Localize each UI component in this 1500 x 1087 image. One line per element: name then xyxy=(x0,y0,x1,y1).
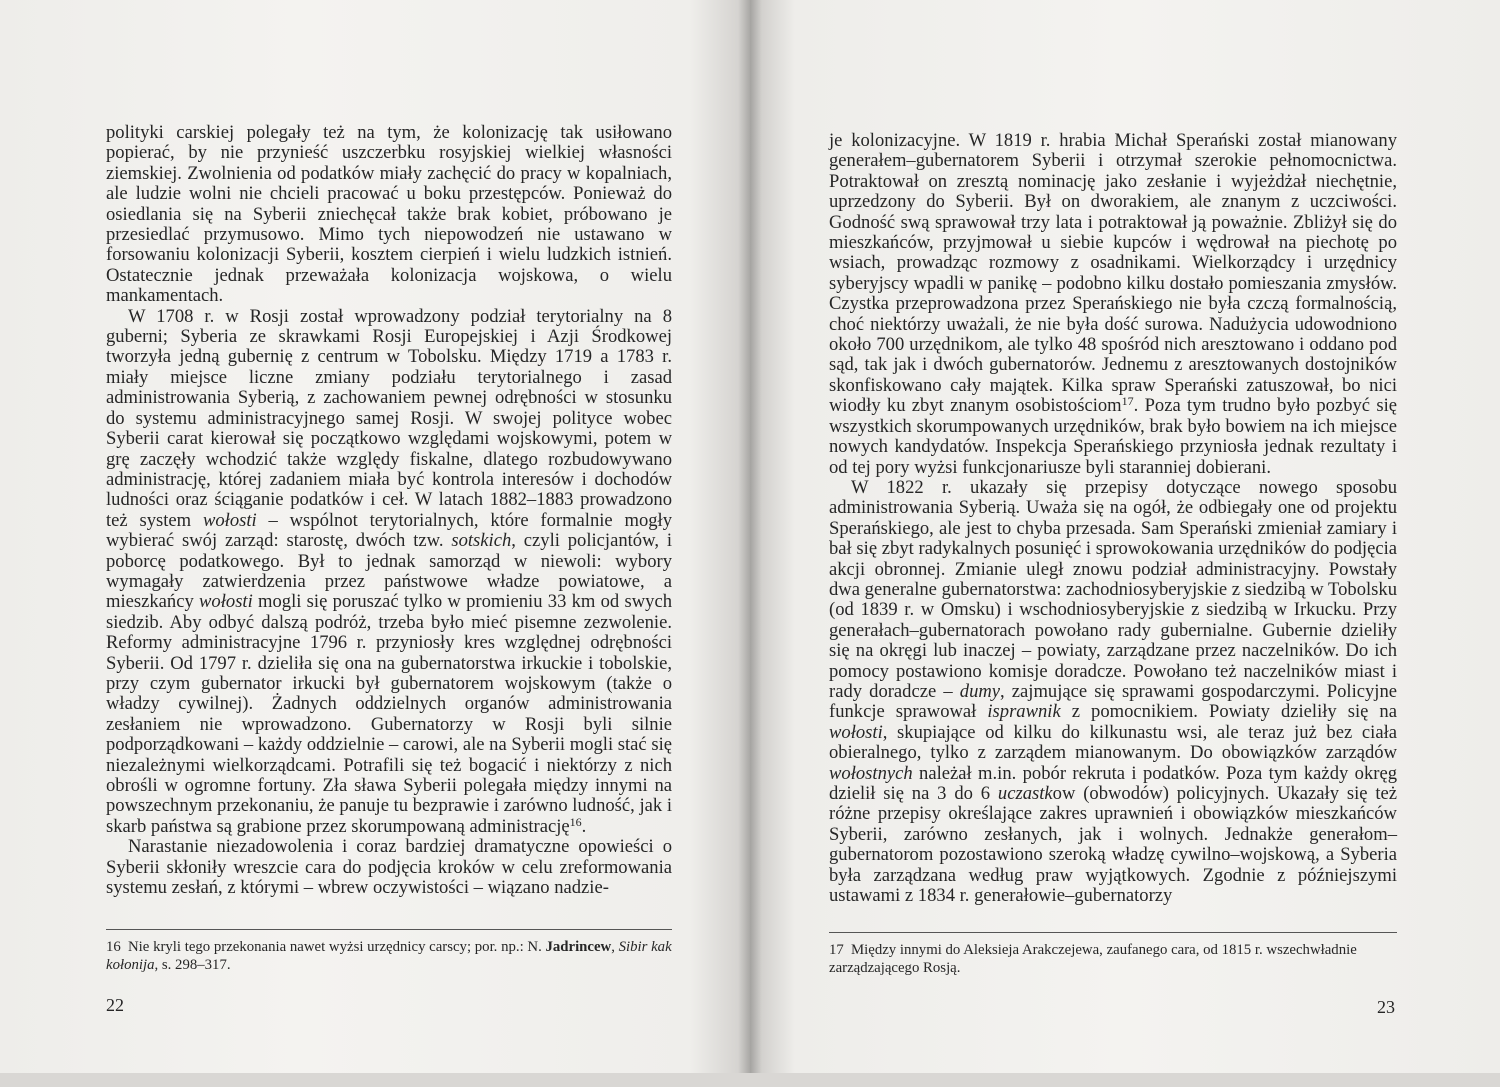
paragraph xyxy=(829,478,1397,907)
text-run: . Poza tym trudno było pozbyć się wszystkich skorumpowanych urzędników, brak było bowiem na ich miejsce nowych kandydatów. Inspekcja Sperańskiego przyniosła jednak rezultaty i od tej pory wyżsi funkcjonariusze byli staranniej dobierani. xyxy=(829,395,1397,478)
left-body-text xyxy=(106,123,672,898)
footnote-reference: 16 xyxy=(569,814,582,829)
text-run: , s. 298–317. xyxy=(154,956,231,973)
paragraph xyxy=(829,131,1397,478)
italic-term: dumy xyxy=(959,680,1001,702)
text-run: , czyli policjantów, i poborcę podatkowego. Był to jednak samorząd w niewoli: wybory wymagały zatwierdzenia przez państwowe władze powiatowe, a mieszkańcy xyxy=(106,530,672,613)
text-run: polityki carskiej polegały też na tym, że kolonizację tak usiłowano popierać, by nie przynieść uszczerbku rosyjskiej wielkiej własności ziemskiej. Zwolnienia od podatków miały zachęcić do pracy w kopalniach, ale ludzie wolni nie chcieli pracować u boku przestępców. Ponieważ do osiedlania się na Syberii zniechęcał także brak kobiet, próbowano je przesiedlać przymusowo. Mimo tych niepowodzeń nie ustawano w forsowaniu kolonizacji Syberii, kosztem cierpień i wielu ludzkich istnień. Ostatecznie jednak przeważała kolonizacja wojskowa, o wielu mankamentach. xyxy=(106,122,672,307)
footnote-reference: 17 xyxy=(1121,394,1134,409)
paragraph xyxy=(106,307,672,838)
italic-term: uczastk xyxy=(997,783,1053,804)
italic-term: sotskich xyxy=(451,530,512,552)
text-run: Narastanie niezadowolenia i coraz bardziej dramatyczne opowieści o Syberii skłoniły wreszcie cara do podjęcia kroków w celu zreformowania systemu zesłań, z którymi – wbrew oczywistości – wiązano nadzie- xyxy=(106,836,672,899)
footnote-16 xyxy=(106,939,676,974)
italic-term: wołostnych xyxy=(829,762,913,784)
italic-term: wołosti xyxy=(199,591,253,613)
text-run: , skupiające od kilku do kilkunastu wsi, ale teraz już bez ciała obieralnego, tylko z zarządem mianowanym. Do obowiązków zarządów xyxy=(829,721,1397,764)
footnote-17 xyxy=(829,942,1401,977)
right-page xyxy=(750,0,1500,1087)
right-body-text xyxy=(829,131,1397,906)
footnote-number: 17 xyxy=(829,942,844,958)
footnote-text xyxy=(106,939,672,973)
paragraph xyxy=(106,123,672,307)
text-run: ow (obwodów) policyjnych. Ukazały się też różne przepisy określające zakres uprawnień i obowiązków mieszkańców Syberii, zarówno zesłanych, jak i wolnych. Jednakże generałom–gubernatorom pozostawiono szeroką władzę cywilno–wojskową, a Syberia była zarządzana według praw wyjątkowych. Zgodnie z późniejszymi ustawami z 1834 r. generałowie–gubernatorzy xyxy=(829,783,1398,907)
bottom-edge xyxy=(0,1073,1500,1087)
text-run: , xyxy=(611,939,619,955)
footnote-number: 16 xyxy=(106,939,121,955)
page-number-left: 22 xyxy=(106,995,124,1015)
text-run: – wspólnot terytorialnych, które formalnie mogły wybierać swój zarząd: starostę, dwóch tzw. xyxy=(106,509,672,552)
text-run: z pomocnikiem. Powiaty dzieliły się na xyxy=(1060,701,1397,723)
text-run: Nie kryli tego przekonania nawet wyżsi urzędnicy carscy; por. np.: N. xyxy=(128,939,546,955)
paragraph xyxy=(106,837,672,898)
italic-term: Sibir kak kołonija xyxy=(106,939,672,973)
left-footnote-rule xyxy=(106,929,672,930)
italic-term: isprawnik xyxy=(987,701,1061,723)
page-number-right: 23 xyxy=(1377,997,1395,1017)
text-run: W 1822 r. ukazały się przepisy dotyczące nowego sposobu administrowania Syberią. Uważa się na ogół, że odbiegały one od projektu Sperańskiego, ale jest to chyba przesada. Sam Sperański zmieniał zamiary i bał się zbyt radykalnych posunięć i sprowokowania urzędników do podjęcia akcji obronnej. Zmianie uległ znowu podział administracyjny. Powstały dwa generalne gubernatorstwa: zachodniosyberyjskie z siedzibą w Tobolsku (od 1839 r. w Omsku) i wschodniosyberyjskie z siedzibą w Irkucku. Przy generałach–gubernatorach powołano rady gubernialne. Gubernie dzieliły się na okręgi lub inaczej – powiaty, zarządzane przez naczelników. Do ich pomocy postawiono komisje doradcze. Powołano też naczelników miast i rady doradcze – xyxy=(829,476,1397,702)
right-footnote-rule xyxy=(829,932,1397,933)
text-run: je kolonizacyjne. W 1819 r. hrabia Michał Sperański został mianowany generałem–gubernatorem Syberii i otrzymał szerokie pełnomocnictwa. Potraktował on zresztą nominację jako zesłanie i wyjeżdżał niechętnie, uprzedzony do Syberii. Był on dworakiem, ale znanym z uczciwości. Godność swą sprawował trzy lata i potraktował ją poważnie. Zbliżył się do mieszkańców, przyjmował u siebie kupców i wędrował na piechotę po wsiach, prowadząc rozmowy z osadnikami. Wielkorządcy i urzędnicy syberyjscy wpadli w panikę – podobno kilku dostało pomieszania zmysłów. Czystka przeprowadzona przez Sperańskiego nie była czczą formalnością, choć niektórzy uważali, że nie była dość surowa. Nadużycia udowodniono około 700 urzędnikom, ale tylko 48 spośród nich aresztowano i oddano pod sąd, tak jak i dwóch gubernatorów. Jednemu z aresztowanych dostojników skonfiskowano cały majątek. Kilka spraw Sperański zatuszował, bo nici wiodły ku zbyt znanym osobistościom xyxy=(829,130,1397,417)
text-run: , zajmujące się sprawami gospodarczymi. Policyjne funkcje sprawował xyxy=(829,680,1398,723)
text-run: . xyxy=(581,815,587,837)
italic-term: wołosti xyxy=(829,721,883,743)
text-run: mogli się poruszać tylko w promieniu 33 km od swych siedzib. Aby odbyć dalszą podróż, trzeba było mieć pisemne zezwolenie. Reformy administracyjne 1796 r. przyniosły kres względnej odrębności Syberii. Od 1797 r. dzieliła się ona na gubernatorstwa irkuckie i tobolskie, przy czym gubernator irkucki był gubernatorem wojskowym (także o władzy cywilnej). Żadnych oddzielnych organów administrowania zesłaniem nie wprowadzono. Gubernatorzy w Rosji byli silnie podporządkowani – każdy oddzielnie – carowi, ale na Syberii mogli stać się niezależnymi wielkorządcami. Potrafili się też bogacić i niektórzy z nich obrośli w ogromne fortuny. Zła sława Syberii polegała między innymi na powszechnym przekonaniu, że panuje tu bezprawie i zarówno ludność, jak i skarb państwa są grabione przez skorumpowaną administrację xyxy=(106,591,672,837)
bold-author: Jadrincew xyxy=(545,939,612,955)
text-run: W 1708 r. w Rosji został wprowadzony podział terytorialny na 8 guberni; Syberia ze skrawkami Rosji Europejskiej i Azji Środkowej tworzyła jedną gubernię z centrum w Tobolsku. Między 1719 a 1783 r. miały miejsce liczne zmiany podziału terytorialnego i zasad administrowania Syberią, z zachowaniem pewnej odrębności w stosunku do systemu administracyjnego samej Rosji. W swojej polityce wobec Syberii carat kierował się początkowo względami wojskowymi, potem w grę zaczęły wchodzić także względy fiskalne, dlatego rozbudowywano administrację, której zadaniem miała być kontrola interesów i dochodów ludności oraz ściąganie podatków i ceł. W latach 1882–1883 prowadzono też system xyxy=(106,305,672,531)
footnote-text xyxy=(829,942,1357,976)
italic-term: wołosti xyxy=(202,509,257,531)
text-run: należał m.in. pobór rekruta i podatków. Poza tym każdy okręg dzielił się na 3 do 6 xyxy=(829,762,1397,804)
text-run: Między innymi do Aleksieja Arakczejewa, zaufanego cara, od 1815 r. wszechwładnie zarządzającego Rosją. xyxy=(829,942,1357,976)
book-gutter xyxy=(738,0,762,1087)
